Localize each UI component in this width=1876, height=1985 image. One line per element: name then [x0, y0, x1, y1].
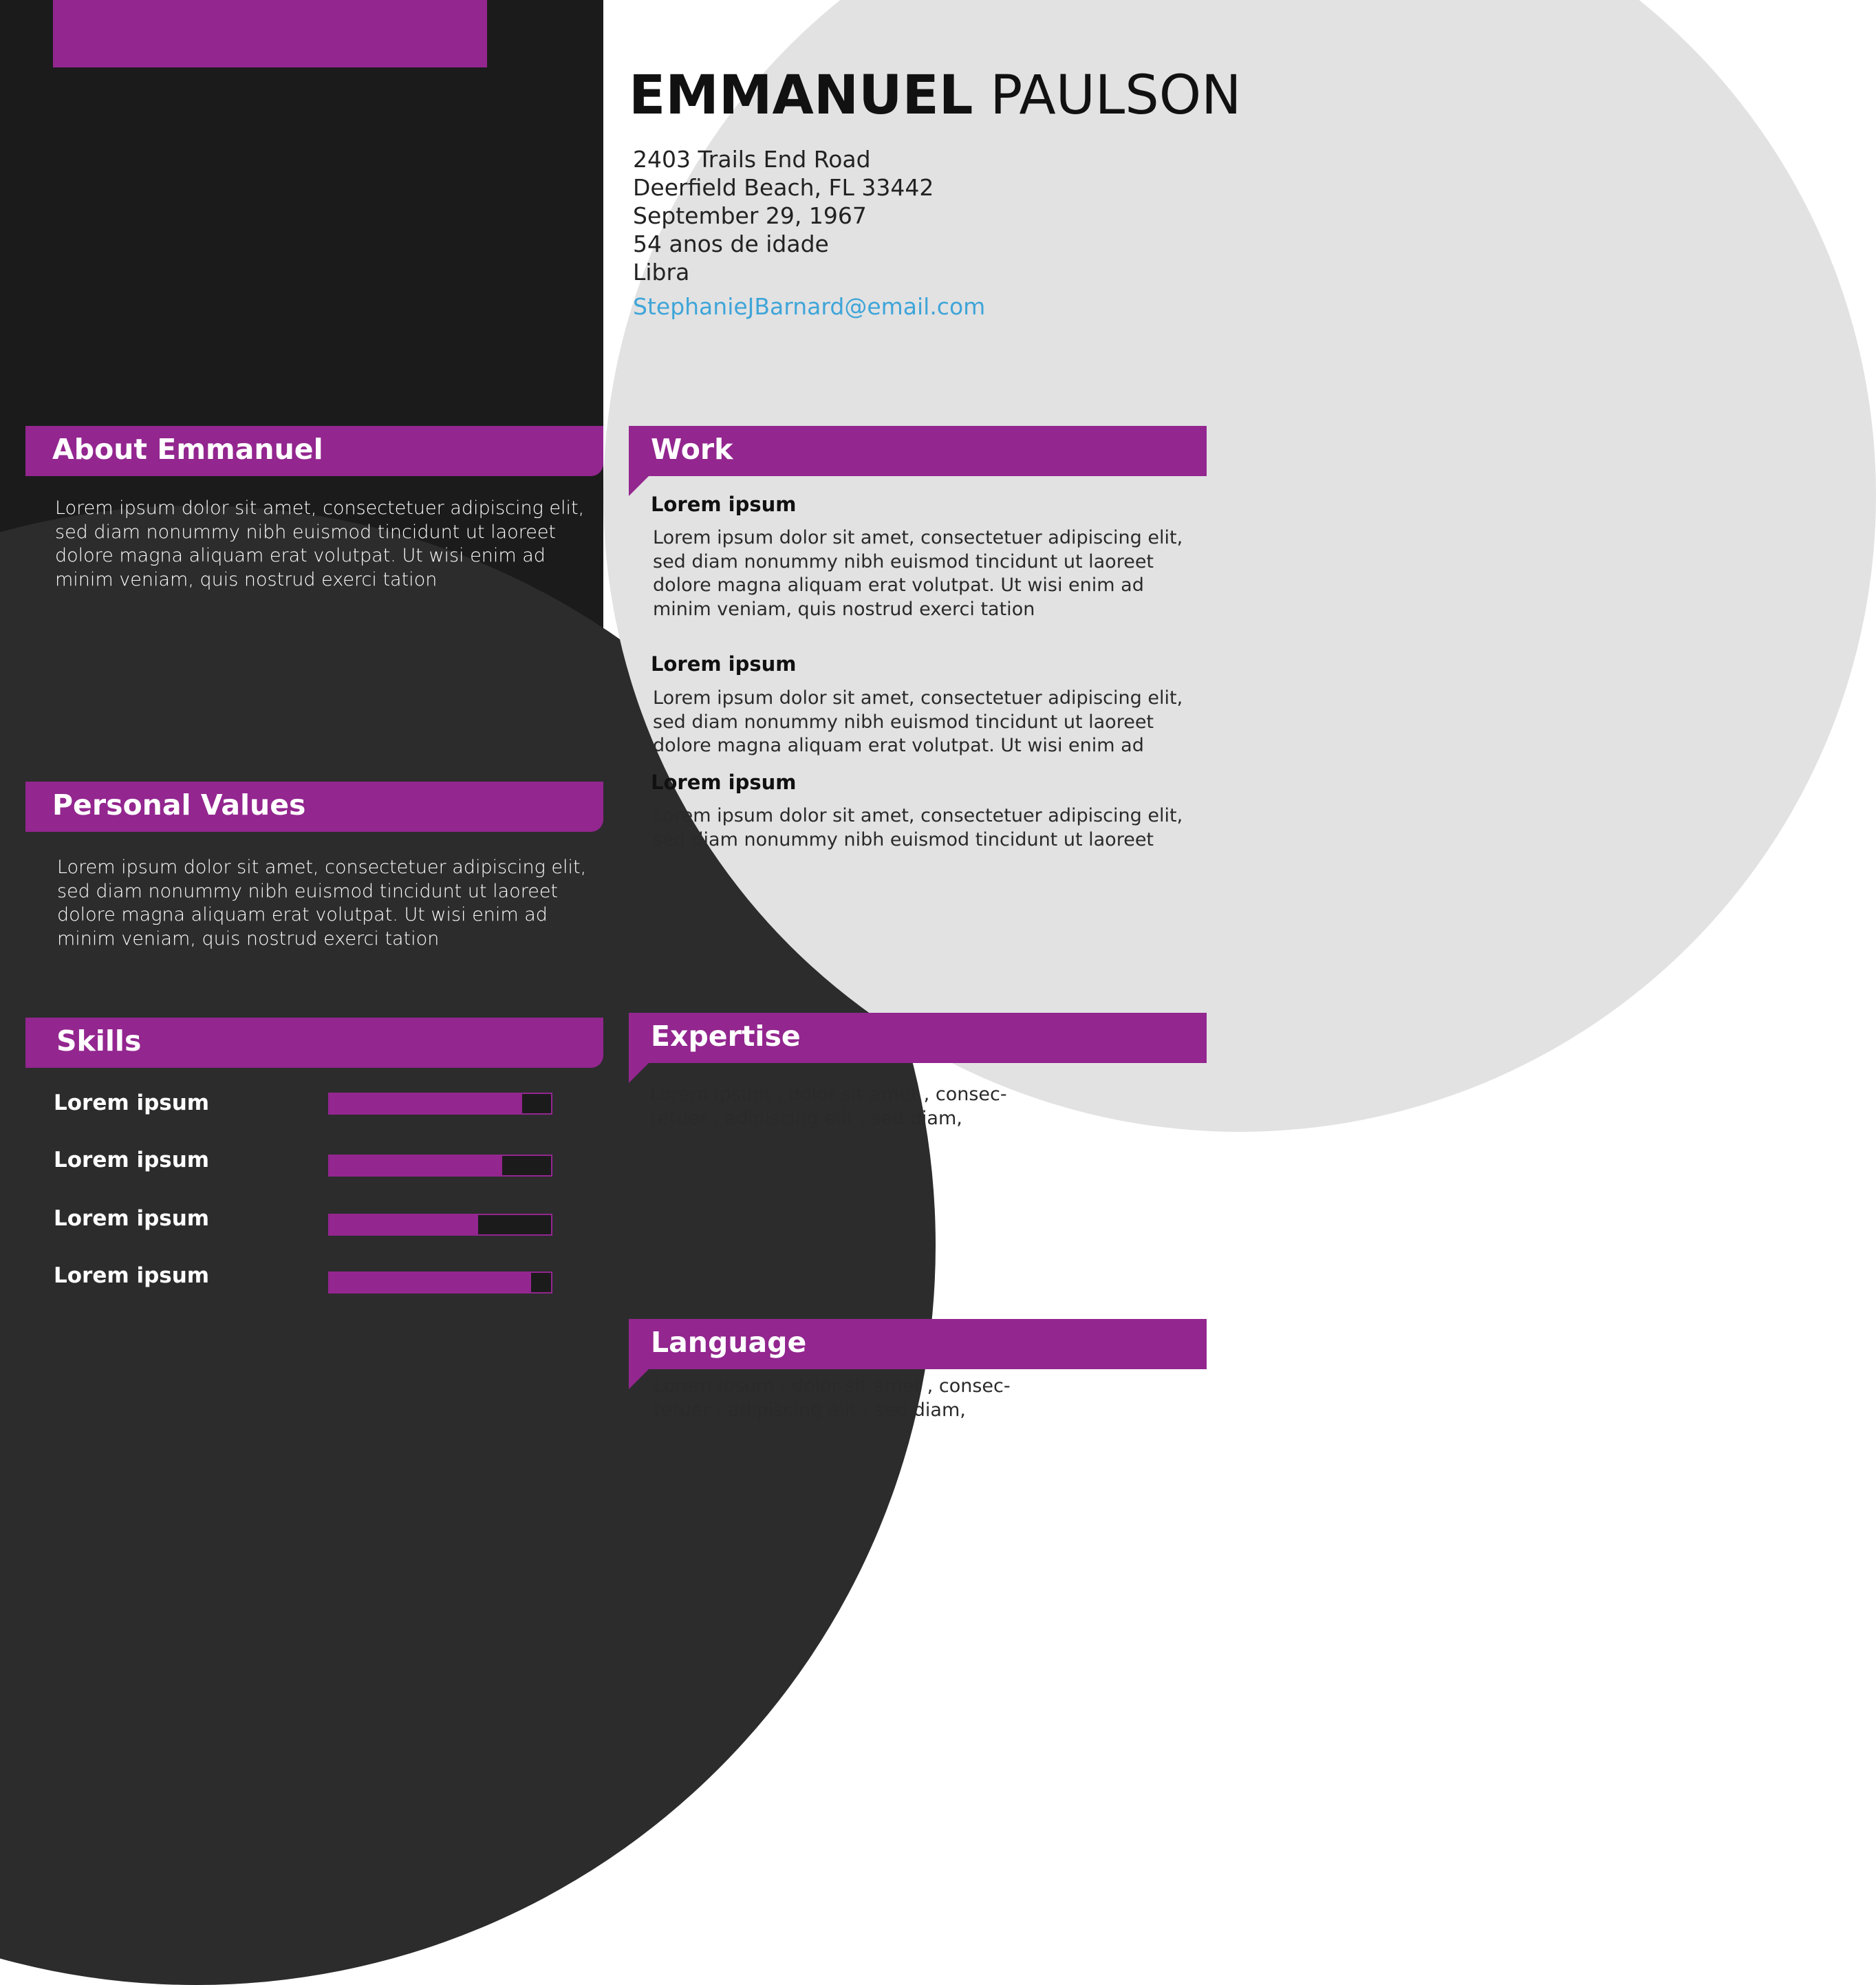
about-text — [55, 497, 584, 592]
work-line: dolore magna aliquam erat volutpat. Ut wisi enim ad — [653, 735, 1144, 756]
values-line: dolore magna aliquam erat volutpat. Ut wisi enim ad — [57, 904, 548, 925]
language-line: Lorem ipsum , dolor sit amet , consec- — [654, 1375, 1011, 1397]
expertise-text — [650, 1083, 1007, 1130]
birth-date: September 29, 1967 — [633, 202, 867, 229]
skill-bar-fill — [330, 1156, 502, 1175]
skill-bar — [328, 1214, 552, 1236]
skill-bar-fill — [330, 1273, 531, 1292]
language-line: tetuer , adipiscing elit , sed diam, — [654, 1399, 966, 1421]
last-name: PAULSON — [990, 65, 1242, 127]
work-line: sed diam nonummy nibh euismod tincidunt ut laoreet — [653, 828, 1154, 850]
skill-label: Lorem ipsum — [54, 1148, 210, 1172]
values-line: minim veniam, quis nostrud exerci tation — [57, 927, 440, 949]
expertise-line: tetuer , adipiscing elit , sed diam, — [650, 1107, 962, 1129]
language-header — [629, 1319, 1207, 1369]
about-line: Lorem ipsum dolor sit amet, consectetuer adipiscing elit, — [55, 497, 585, 519]
about-header — [25, 426, 603, 476]
skill-bar — [328, 1155, 552, 1177]
email-link[interactable]: StephanieJBarnard@email.com — [633, 293, 986, 320]
header-tab — [629, 1063, 649, 1083]
skills-title: Skills — [56, 1024, 142, 1058]
work-entry-title: Lorem ipsum — [651, 493, 797, 516]
first-name: EMMANUEL — [629, 65, 973, 127]
language-title: Language — [651, 1326, 807, 1359]
address-line-2: Deerfield Beach, FL 33442 — [633, 174, 934, 201]
expertise-header — [629, 1013, 1207, 1063]
values-line: Lorem ipsum dolor sit amet, consectetuer adipiscing elit, — [57, 857, 587, 878]
about-line: sed diam nonummy nibh euismod tincidunt ut laoreet — [55, 521, 557, 543]
work-line: Lorem ipsum dolor sit amet, consectetuer adipiscing elit, — [653, 805, 1183, 826]
about-title: About Emmanuel — [52, 433, 323, 466]
sign: Libra — [633, 259, 690, 286]
top-accent-bar — [53, 0, 487, 67]
about-line: minim veniam, quis nostrud exerci tation — [55, 568, 438, 590]
work-line: minim veniam, quis nostrud exerci tation — [653, 598, 1035, 620]
work-entry-title: Lorem ipsum — [651, 652, 797, 676]
work-entry-title: Lorem ipsum — [651, 771, 797, 794]
work-title: Work — [651, 433, 733, 466]
values-line: sed diam nonummy nibh euismod tincidunt ut laoreet — [57, 880, 559, 902]
skill-label: Lorem ipsum — [54, 1206, 210, 1231]
work-entry-text — [653, 526, 1183, 621]
work-line: dolore magna aliquam erat volutpat. Ut wisi enim ad — [653, 575, 1144, 596]
skill-label: Lorem ipsum — [54, 1091, 210, 1115]
skill-label: Lorem ipsum — [54, 1263, 210, 1288]
full-name — [629, 65, 1242, 127]
work-entry-text — [653, 687, 1183, 758]
work-entry-text — [653, 804, 1183, 852]
header-tab — [629, 476, 649, 496]
skill-bar-fill — [330, 1215, 478, 1234]
about-line: dolore magna aliquam erat volutpat. Ut wisi enim ad — [55, 545, 546, 566]
work-header — [629, 426, 1207, 476]
language-text — [654, 1375, 1011, 1422]
expertise-title: Expertise — [651, 1020, 801, 1053]
skills-header — [25, 1018, 603, 1068]
work-line: Lorem ipsum dolor sit amet, consectetuer adipiscing elit, — [653, 687, 1183, 709]
values-header — [25, 782, 603, 832]
work-line: sed diam nonummy nibh euismod tincidunt ut laoreet — [653, 550, 1154, 572]
skill-bar — [328, 1093, 552, 1115]
header-tab — [629, 1369, 649, 1389]
left-column — [0, 0, 603, 1562]
values-title: Personal Values — [52, 788, 306, 822]
age: 54 anos de idade — [633, 230, 829, 257]
work-line: sed diam nonummy nibh euismod tincidunt ut laoreet — [653, 711, 1154, 733]
work-line: Lorem ipsum dolor sit amet, consectetuer adipiscing elit, — [653, 527, 1183, 548]
values-text — [57, 856, 586, 951]
skill-bar-fill — [330, 1094, 522, 1113]
expertise-line: Lorem ipsum , dolor sit amet , consec- — [650, 1084, 1007, 1105]
address-line-1: 2403 Trails End Road — [633, 146, 871, 173]
skill-bar — [328, 1272, 552, 1294]
